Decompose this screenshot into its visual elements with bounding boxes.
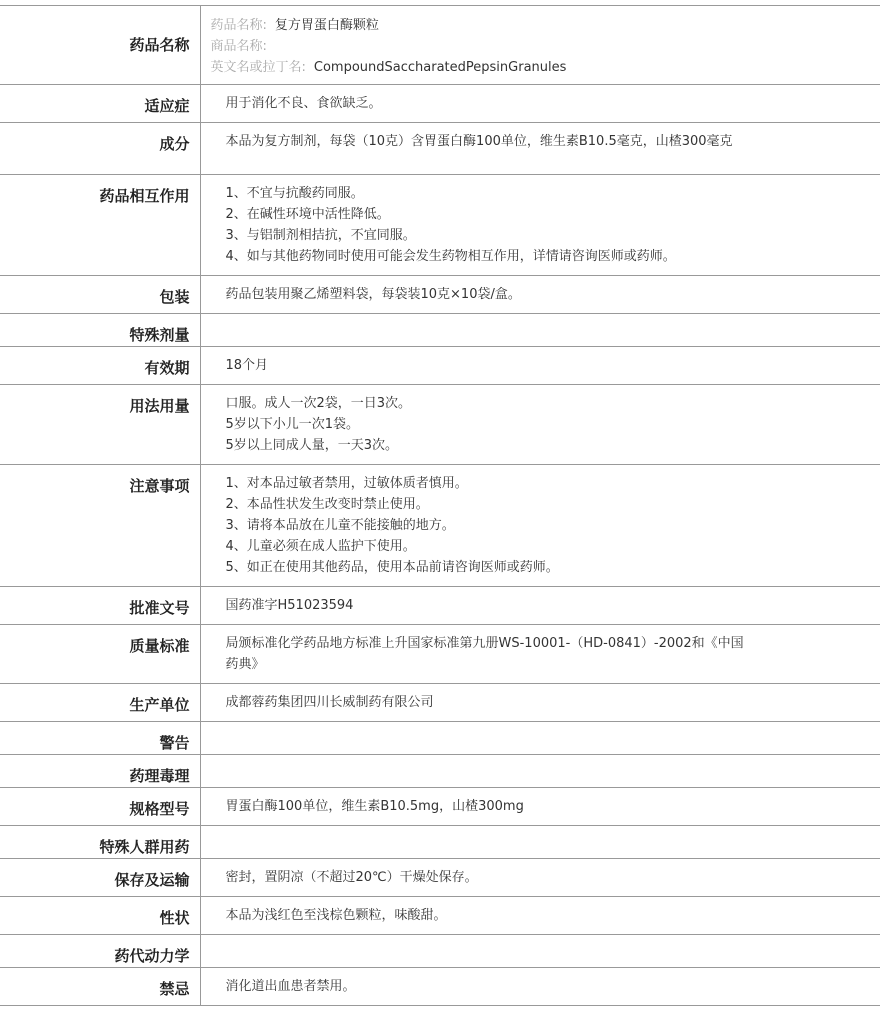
row-value bbox=[200, 314, 880, 347]
row-value bbox=[200, 826, 880, 859]
row-value bbox=[200, 935, 880, 968]
row-precautions bbox=[0, 465, 880, 587]
row-label: 保存及运输 bbox=[0, 859, 200, 897]
row-indications bbox=[0, 85, 880, 123]
row-special-population bbox=[0, 826, 880, 859]
value-line: 药品包装用聚乙烯塑料袋，每袋装10克×10袋/盒。 bbox=[225, 287, 521, 302]
row-label: 规格型号 bbox=[0, 788, 200, 826]
value-line: 2、本品性状发生改变时禁止使用。 bbox=[225, 497, 429, 512]
row-value bbox=[200, 6, 880, 85]
row-label: 用法用量 bbox=[0, 385, 200, 465]
row-label: 有效期 bbox=[0, 347, 200, 385]
row-label: 批准文号 bbox=[0, 587, 200, 625]
row-label: 禁忌 bbox=[0, 968, 200, 1006]
row-expiry bbox=[0, 347, 880, 385]
row-appearance bbox=[0, 897, 880, 935]
row-label: 适应症 bbox=[0, 85, 200, 123]
generic-name-value: 复方胃蛋白酶颗粒 bbox=[274, 18, 379, 33]
value-line: 1、对本品过敏者禁用，过敏体质者慎用。 bbox=[225, 476, 468, 491]
row-label: 特殊人群用药 bbox=[0, 826, 200, 859]
row-label: 药代动力学 bbox=[0, 935, 200, 968]
value-line: 胃蛋白酶100单位，维生素B10.5mg，山楂300mg bbox=[225, 799, 524, 814]
row-ingredients bbox=[0, 123, 880, 175]
value-line: 4、儿童必须在成人监护下使用。 bbox=[225, 539, 416, 554]
row-value bbox=[200, 788, 880, 826]
value-line: 本品为浅红色至浅棕色颗粒，味酸甜。 bbox=[225, 908, 447, 923]
value-line: 口服。成人一次2袋，一日3次。 bbox=[225, 396, 412, 411]
row-value bbox=[200, 968, 880, 1006]
row-packaging bbox=[0, 276, 880, 314]
row-value bbox=[200, 755, 880, 788]
row-value bbox=[200, 722, 880, 755]
value-text: 局颁标准化学药品地方标准上升国家标准第九册WS-10001-（HD-0841）-2002和《中国药典》 bbox=[225, 636, 744, 672]
row-label: 特殊剂量 bbox=[0, 314, 200, 347]
row-value bbox=[200, 684, 880, 722]
row-special-dosage bbox=[0, 314, 880, 347]
value-line: 18个月 bbox=[225, 358, 269, 373]
value-line: 3、与铝制剂相拮抗，不宜同服。 bbox=[225, 228, 416, 243]
value-line: 成都蓉药集团四川长威制药有限公司 bbox=[225, 695, 434, 710]
row-value bbox=[200, 859, 880, 897]
value-line: 国药准字H51023594 bbox=[225, 598, 354, 613]
row-label: 成分 bbox=[0, 123, 200, 175]
row-value bbox=[200, 625, 880, 684]
row-drug-name bbox=[0, 6, 880, 85]
row-value bbox=[200, 587, 880, 625]
row-label: 药品相互作用 bbox=[0, 175, 200, 276]
generic-name-label: 药品名称: bbox=[210, 18, 267, 33]
row-interactions bbox=[0, 175, 880, 276]
row-manufacturer bbox=[0, 684, 880, 722]
drug-info-sheet bbox=[0, 5, 880, 1006]
value-line: 1、不宜与抗酸药同服。 bbox=[225, 186, 364, 201]
row-contraindications bbox=[0, 968, 880, 1006]
row-label: 药品名称 bbox=[0, 6, 200, 85]
value-line: 5岁以上同成人量，一天3次。 bbox=[225, 438, 399, 453]
row-value bbox=[200, 347, 880, 385]
row-value bbox=[200, 276, 880, 314]
row-label: 性状 bbox=[0, 897, 200, 935]
generic-name-line bbox=[211, 15, 861, 36]
row-specification bbox=[0, 788, 880, 826]
row-value bbox=[200, 123, 880, 175]
value-line: 5岁以下小儿一次1袋。 bbox=[225, 417, 360, 432]
value-line: 用于消化不良、食欲缺乏。 bbox=[225, 96, 382, 111]
value-line: 密封，置阴凉（不超过20℃）干燥处保存。 bbox=[225, 870, 478, 885]
row-value bbox=[200, 465, 880, 587]
drug-info-table bbox=[0, 5, 880, 1006]
row-label: 包装 bbox=[0, 276, 200, 314]
english-name-label: 英文名或拉丁名: bbox=[210, 60, 306, 75]
row-toxicology bbox=[0, 755, 880, 788]
trade-name-label: 商品名称: bbox=[210, 39, 267, 54]
row-label: 质量标准 bbox=[0, 625, 200, 684]
english-name-line bbox=[211, 57, 861, 78]
trade-name-line bbox=[211, 36, 861, 57]
row-label: 警告 bbox=[0, 722, 200, 755]
value-text: 本品为复方制剂，每袋（10克）含胃蛋白酶100单位，维生素B10.5毫克，山楂300毫克 bbox=[225, 134, 733, 149]
row-value bbox=[200, 175, 880, 276]
row-warning bbox=[0, 722, 880, 755]
row-value bbox=[200, 85, 880, 123]
value-line: 4、如与其他药物同时使用可能会发生药物相互作用，详情请咨询医师或药师。 bbox=[225, 249, 676, 264]
value-line: 5、如正在使用其他药品，使用本品前请咨询医师或药师。 bbox=[225, 560, 559, 575]
row-label: 注意事项 bbox=[0, 465, 200, 587]
value-line: 2、在碱性环境中活性降低。 bbox=[225, 207, 390, 222]
row-value bbox=[200, 385, 880, 465]
row-usage bbox=[0, 385, 880, 465]
value-line: 消化道出血患者禁用。 bbox=[225, 979, 356, 994]
row-quality bbox=[0, 625, 880, 684]
row-approval bbox=[0, 587, 880, 625]
value-line: 3、请将本品放在儿童不能接触的地方。 bbox=[225, 518, 455, 533]
row-label: 药理毒理 bbox=[0, 755, 200, 788]
row-value bbox=[200, 897, 880, 935]
row-storage bbox=[0, 859, 880, 897]
row-label: 生产单位 bbox=[0, 684, 200, 722]
english-name-value: CompoundSaccharatedPepsinGranules bbox=[313, 60, 567, 75]
row-pharmacokinetics bbox=[0, 935, 880, 968]
